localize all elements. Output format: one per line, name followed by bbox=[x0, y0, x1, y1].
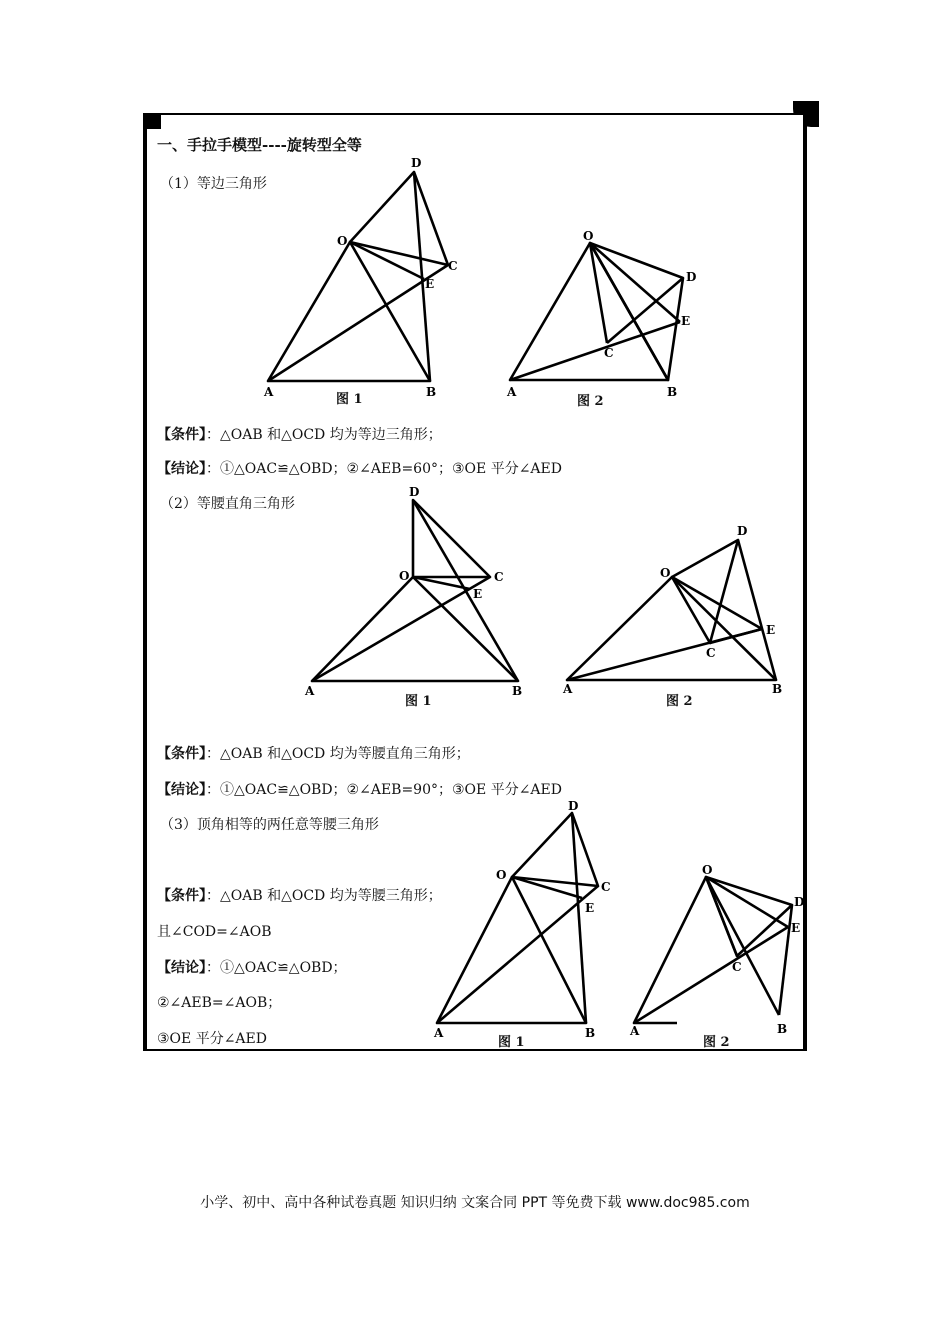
case1-fig2-caption: 图 2 bbox=[577, 394, 604, 409]
condition-tag: 【条件】 bbox=[157, 746, 206, 762]
fig-line bbox=[706, 877, 737, 956]
label-A: A bbox=[264, 385, 274, 399]
label-B: B bbox=[777, 1022, 788, 1036]
case3-conclusion2: ②∠AEB=∠AOB； bbox=[157, 995, 282, 1011]
conclusion-text: ：①△OAC≌△OBD；②∠AEB=90°；③OE 平分∠AED bbox=[206, 782, 562, 798]
label-O: O bbox=[702, 863, 713, 877]
case2-fig1-caption: 图 1 bbox=[405, 694, 432, 709]
fig-line bbox=[634, 877, 779, 1023]
label-O: O bbox=[399, 569, 410, 583]
label-E: E bbox=[766, 623, 776, 637]
label-B: B bbox=[512, 684, 523, 698]
label-A: A bbox=[305, 684, 315, 698]
page-footer: 小学、初中、高中各种试卷真题 知识归纳 文案合同 PPT 等免费下载 www.doc985.com bbox=[200, 1195, 750, 1211]
label-D: D bbox=[794, 895, 805, 909]
label-C: C bbox=[494, 570, 504, 584]
label-B: B bbox=[426, 385, 437, 399]
case3-fig2-caption: 图 2 bbox=[703, 1035, 730, 1050]
label-A: A bbox=[630, 1024, 640, 1038]
label-O: O bbox=[583, 229, 594, 243]
label-E: E bbox=[585, 901, 595, 915]
label-E: E bbox=[791, 921, 801, 935]
label-O: O bbox=[660, 566, 671, 580]
label-C: C bbox=[732, 960, 742, 974]
case3-fig1-caption: 图 1 bbox=[498, 1035, 525, 1050]
case1-fig1-caption: 图 1 bbox=[336, 392, 363, 407]
conclusion-tag: 【结论】 bbox=[157, 782, 206, 798]
label-D: D bbox=[737, 524, 748, 538]
label-A: A bbox=[563, 682, 573, 696]
label-E: E bbox=[425, 277, 435, 291]
case3-conclusion3: ③OE 平分∠AED bbox=[157, 1031, 267, 1047]
label-E: E bbox=[473, 587, 483, 601]
conclusion-tag: 【结论】 bbox=[157, 461, 206, 477]
case2-subtitle: （2）等腰直角三角形 bbox=[160, 496, 295, 512]
label-D: D bbox=[686, 270, 697, 284]
condition-text: ：△OAB 和△OCD 均为等边三角形； bbox=[206, 427, 442, 443]
label-A: A bbox=[434, 1026, 444, 1040]
label-O: O bbox=[337, 234, 348, 248]
label-E: E bbox=[681, 314, 691, 328]
conclusion-text: ：①△OAC≌△OBD；②∠AEB=60°；③OE 平分∠AED bbox=[206, 461, 562, 477]
conclusion-tag: 【结论】 bbox=[157, 960, 206, 976]
label-B: B bbox=[585, 1026, 596, 1040]
section-title: 一、手拉手模型----旋转型全等 bbox=[157, 136, 362, 154]
label-D: D bbox=[568, 799, 579, 813]
label-C: C bbox=[448, 259, 458, 273]
condition-tag: 【条件】 bbox=[157, 427, 206, 443]
label-B: B bbox=[772, 682, 783, 696]
label-O: O bbox=[496, 868, 507, 882]
label-C: C bbox=[601, 880, 611, 894]
case1-subtitle: （1）等边三角形 bbox=[160, 176, 267, 192]
case3-subtitle: （3）顶角相等的两任意等腰三角形 bbox=[160, 817, 379, 833]
conclusion-text: ：①△OAC≌△OBD； bbox=[206, 960, 347, 976]
label-D: D bbox=[411, 156, 422, 170]
label-B: B bbox=[667, 385, 678, 399]
condition-text: ：△OAB 和△OCD 均为等腰直角三角形； bbox=[206, 746, 470, 762]
case2-fig2-caption: 图 2 bbox=[666, 694, 693, 709]
label-C: C bbox=[604, 346, 614, 360]
condition-tag: 【条件】 bbox=[157, 888, 206, 904]
case3-condition2: 且∠COD=∠AOB bbox=[157, 924, 272, 940]
label-A: A bbox=[507, 385, 517, 399]
label-D: D bbox=[409, 485, 420, 499]
label-C: C bbox=[706, 646, 716, 660]
condition-text: ：△OAB 和△OCD 均为等腰三角形； bbox=[206, 888, 442, 904]
fig-line bbox=[706, 877, 792, 956]
